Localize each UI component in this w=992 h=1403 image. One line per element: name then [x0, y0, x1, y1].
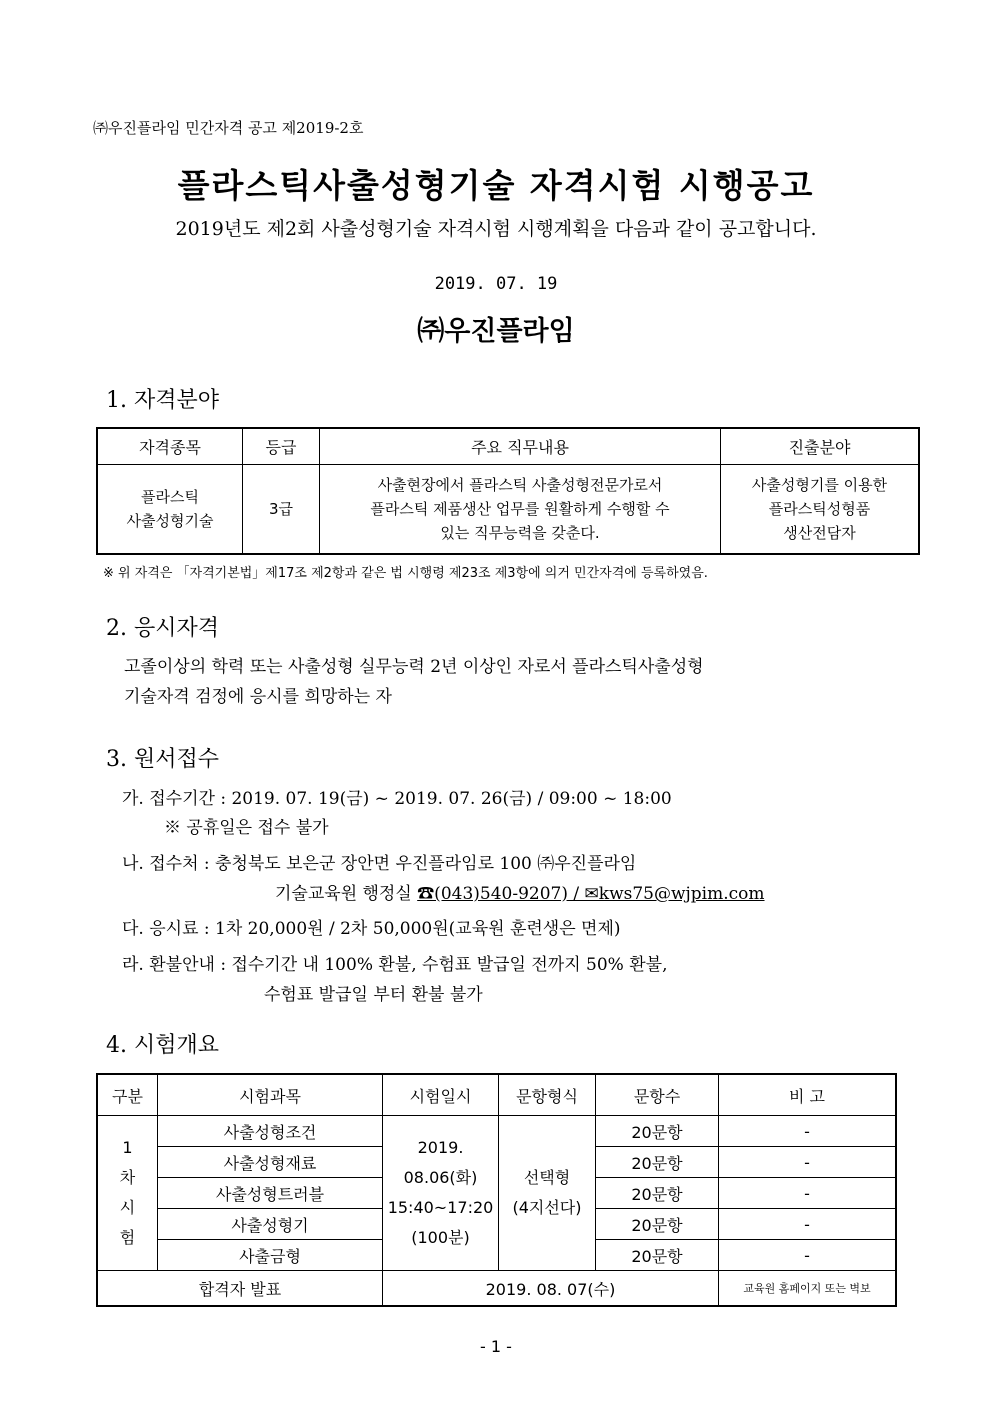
qualification-field: 사출성형기를 이용한 플라스틱성형품 생산전담자 [721, 465, 920, 555]
exam-note: - [719, 1147, 897, 1178]
application-fee: 다. 응시료 : 1차 20,000원 / 2차 50,000원(교육원 훈련생은 면제) [122, 919, 621, 939]
table-row-result [97, 1271, 896, 1307]
table-row [97, 1116, 896, 1147]
refund-info: 라. 환불안내 : 접수기간 내 100% 환불, 수험표 발급일 전까지 50% 환불, [122, 955, 668, 975]
col-header-grade: 등급 [243, 428, 320, 465]
exam-subject: 사출성형재료 [158, 1147, 383, 1178]
table-header-row [97, 428, 919, 465]
section-heading-eligibility: 2. 응시자격 [106, 616, 219, 641]
eligibility-line-1: 고졸이상의 학력 또는 사출성형 실무능력 2년 이상인 자로서 플라스틱사출성형 [124, 657, 704, 677]
qualification-duty: 사출현장에서 플라스틱 사출성형전문가로서 플라스틱 제품생산 업무를 원활하게 수행할 수 있는 직무능력을 갖춘다. [320, 465, 721, 555]
exam-note: - [719, 1178, 897, 1209]
col-header-datetime: 시험일시 [383, 1074, 499, 1116]
col-header-round: 구분 [97, 1074, 158, 1116]
exam-question-count: 20문항 [596, 1209, 719, 1240]
exam-subject: 사출성형조건 [158, 1116, 383, 1147]
exam-question-count: 20문항 [596, 1240, 719, 1271]
contact-link[interactable]: ☎(043)540-9207) / ✉kws75@wjpim.com [417, 884, 765, 904]
notice-number: ㈜우진플라임 민간자격 공고 제2019-2호 [93, 119, 364, 137]
section-heading-application: 3. 원서접수 [106, 747, 219, 772]
table-row [97, 465, 919, 555]
refund-info-line-2: 수험표 발급일 부터 환불 불가 [264, 985, 483, 1005]
page-number: - 1 - [480, 1337, 512, 1356]
result-note: 교육원 홈페이지 또는 벽보 [719, 1271, 897, 1307]
application-place: 나. 접수처 : 충청북도 보은군 장안면 우진플라임로 100 ㈜우진플라임 [122, 854, 637, 874]
exam-note: - [719, 1116, 897, 1147]
exam-subject: 사출금형 [158, 1240, 383, 1271]
qualification-table [96, 427, 920, 555]
application-office [275, 879, 765, 904]
qualification-grade: 3급 [243, 465, 320, 555]
exam-note: - [719, 1209, 897, 1240]
col-header-duty: 주요 직무내용 [320, 428, 721, 465]
exam-round: 1 차 시 험 [97, 1116, 158, 1271]
application-office-label: 기술교육원 행정실 [275, 884, 418, 904]
result-date: 2019. 08. 07(수) [383, 1271, 719, 1307]
page-title: 플라스틱사출성형기술 자격시험 시행공고 [177, 166, 815, 205]
qualification-footnote: ※ 위 자격은 「자격기본법」제17조 제2항과 같은 법 시행령 제23조 제3항에 의거 민간자격에 등록하였음. [103, 566, 708, 581]
exam-format: 선택형 (4지선다) [499, 1116, 596, 1271]
result-label: 합격자 발표 [97, 1271, 383, 1307]
exam-subject: 사출성형트러블 [158, 1178, 383, 1209]
exam-question-count: 20문항 [596, 1147, 719, 1178]
exam-question-count: 20문항 [596, 1178, 719, 1209]
page-subtitle: 2019년도 제2회 사출성형기술 자격시험 시행계획을 다음과 같이 공고합니다. [175, 218, 817, 240]
qualification-name: 플라스틱 사출성형기술 [97, 465, 243, 555]
exam-note: - [719, 1240, 897, 1271]
col-header-field: 진출분야 [721, 428, 920, 465]
section-heading-exam-overview: 4. 시험개요 [106, 1033, 219, 1058]
section-heading-qualification: 1. 자격분야 [106, 388, 219, 413]
col-header-subject: 시험과목 [158, 1074, 383, 1116]
exam-question-count: 20문항 [596, 1116, 719, 1147]
table-header-row [97, 1074, 896, 1116]
exam-table [96, 1073, 897, 1307]
exam-datetime: 2019. 08.06(화) 15:40~17:20 (100분) [383, 1116, 499, 1271]
col-header-count: 문항수 [596, 1074, 719, 1116]
exam-subject: 사출성형기 [158, 1209, 383, 1240]
col-header-note: 비 고 [719, 1074, 897, 1116]
application-holiday-note: ※ 공휴일은 접수 불가 [164, 818, 329, 838]
col-header-name: 자격종목 [97, 428, 243, 465]
application-period: 가. 접수기간 : 2019. 07. 19(금) ~ 2019. 07. 26(금) / 09:00 ~ 18:00 [122, 789, 672, 809]
col-header-format: 문항형식 [499, 1074, 596, 1116]
eligibility-line-2: 기술자격 검정에 응시를 희망하는 자 [124, 687, 392, 707]
company-name: ㈜우진플라임 [417, 316, 575, 347]
document-date: 2019. 07. 19 [434, 274, 558, 294]
